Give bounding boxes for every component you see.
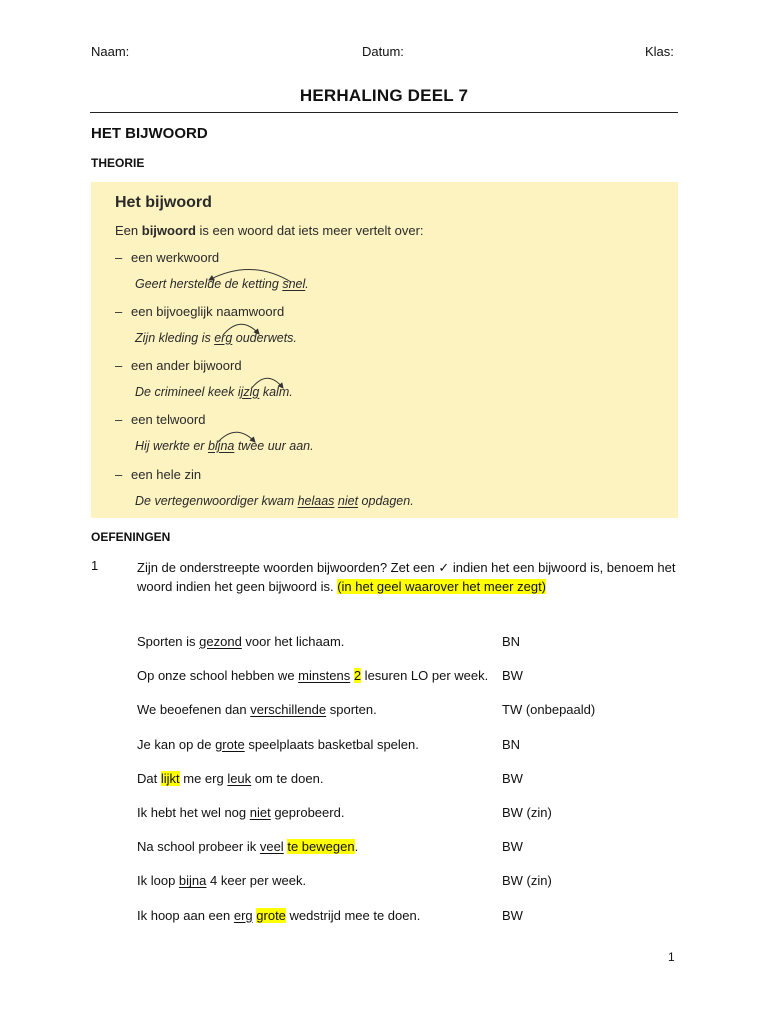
sentence-text: Ik hebt het wel nog [137,805,250,820]
sentence-text: wedstrijd mee te doen. [285,907,421,923]
exercise-sentence [137,702,377,717]
theory-item: – een werkwoord [115,250,220,265]
underlined-word: verschillende [250,702,327,718]
theory-item: – een hele zin [115,467,202,482]
theory-box [91,182,678,518]
sentence-text: me erg [179,770,228,786]
exercise-answer: BW [502,770,523,786]
theory-example: Geert herstelde de ketting snel. [135,277,309,291]
question-highlight: (in het geel waarover het meer zegt) [337,579,547,594]
exercise-sentence [137,737,419,752]
arrow-curve [209,269,291,282]
sentence-text: speelplaats basketbal spelen. [244,736,419,752]
arrow-curve [223,324,259,335]
sentence-text: Na school probeer ik [137,839,260,855]
exercise-answer: BW [502,907,523,923]
exercise-answer: BN [502,634,521,649]
exercise-sentence [137,771,323,786]
sentence-text: geprobeerd. [270,805,345,820]
exercise-sentence [137,805,344,820]
highlighted-word: 2 [353,668,362,684]
exercise-sentence [137,873,306,888]
underlined-word: niet [249,805,271,820]
naam-label: Naam: [91,44,130,59]
theory-item: – een ander bijwoord [115,358,242,373]
theory-item: – een telwoord [115,412,206,427]
theory-example: Zijn kleding is erg ouderwets. [135,331,297,345]
page-number: 1 [668,950,675,964]
arrow-curve [251,378,283,389]
arrow-curve [217,432,255,443]
title-divider [90,112,678,113]
sentence-text: We beoefenen dan [137,702,251,718]
underlined-word: minstens [298,668,351,684]
section-title: HET BIJWOORD [91,125,208,142]
exercise-sentence [137,908,420,923]
exercise-answer: BW [502,668,523,684]
sentence-text: Dat [137,770,161,786]
exercise-answer: BN [502,736,521,752]
underlined-word: bijna [178,873,207,889]
exercise-answer: BW (zin) [502,873,552,889]
question-number: 1 [91,558,99,573]
exercise-answer: TW (onbepaald) [502,702,596,718]
question-text: Zijn de onderstreepte woorden bijwoorden? Zet een ✓ indien het een bijwoord is, benoem het woord indien het geen bijwoord is. (in het geel waarover het meer zegt) [137,560,676,594]
underlined-word: erg [233,907,253,923]
sentence-text: 4 keer per week. [206,873,307,889]
highlighted-word: lijkt [160,770,180,786]
sentence-text: lesuren LO per week. [361,668,489,684]
relation-arrows [91,182,678,518]
theory-title: Het bijwoord [115,194,212,211]
exercise-sentence [137,634,344,649]
exercise-answer: BW [502,839,523,855]
datum-label: Datum: [362,44,404,59]
highlighted-word: te bewegen [287,839,355,855]
sentence-text: sporten. [326,702,377,718]
klas-label: Klas: [645,44,674,59]
sentence-text: voor het lichaam. [241,634,345,649]
underlined-word: veel [259,839,284,855]
exercises-label: OEFENINGEN [91,530,171,544]
sentence-text: Sporten is [137,634,200,649]
sentence-text: . [354,839,359,855]
theory-intro: Een bijwoord is een woord dat iets meer vertelt over: [115,223,424,238]
theory-label: THEORIE [91,156,145,170]
theory-item: – een bijvoeglijk naamwoord [115,304,285,319]
exercise-sentence [137,839,358,854]
theory-example: Hij werkte er bijna twee uur aan. [135,439,314,453]
underlined-word: gezond [199,634,242,649]
exercise-answer: BW (zin) [502,805,552,820]
sentence-text: om te doen. [251,770,324,786]
theory-example: De crimineel keek ijzig kalm. [135,385,293,399]
underlined-word: leuk [227,770,252,786]
underlined-word: grote [215,736,245,752]
highlighted-word: grote [256,907,286,923]
sentence-text: Je kan op de [137,736,216,752]
theory-example: De vertegenwoordiger kwam helaas niet opdagen. [135,494,414,508]
sentence-text: Op onze school hebben we [137,668,299,684]
sentence-text: Ik hoop aan een [137,907,234,923]
page-title: HERHALING DEEL 7 [299,86,469,105]
sentence-text: Ik loop [137,873,179,889]
exercise-sentence [137,668,488,683]
